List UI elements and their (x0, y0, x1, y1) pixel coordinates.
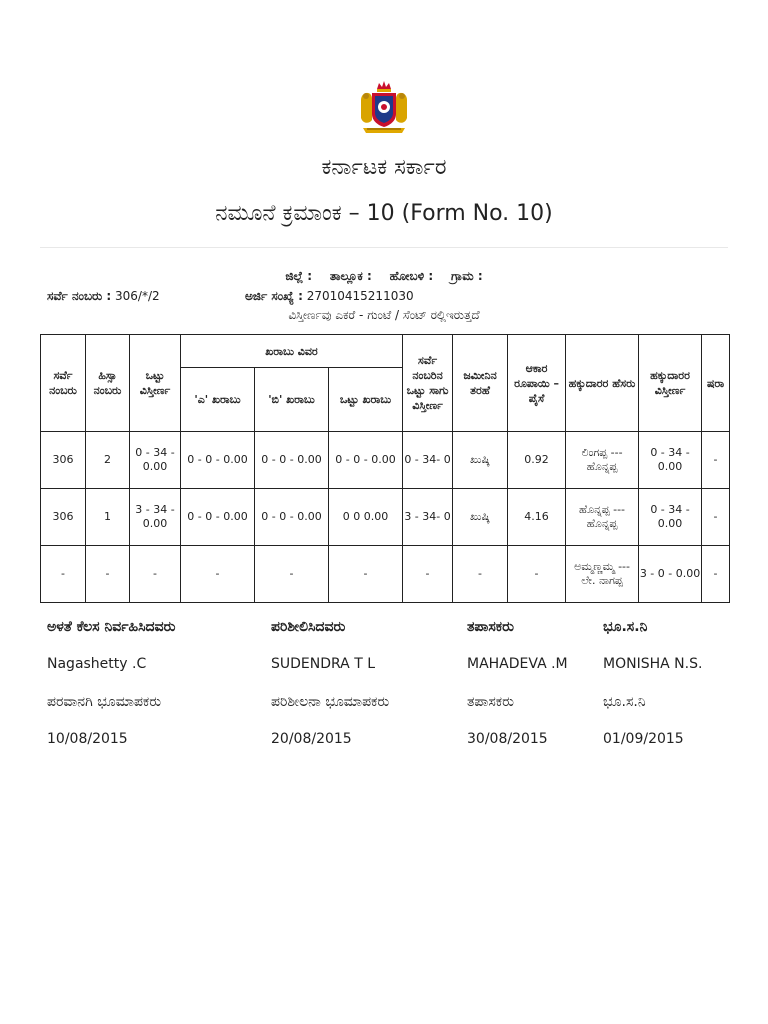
survey-table (40, 334, 730, 603)
cell-cultivable-extent: 3 - 34- 0 (403, 489, 453, 546)
hobli-label: ಹೋಬಳಿ : (389, 269, 434, 283)
cell-kharab-b: - (255, 546, 329, 603)
location-line (0, 268, 768, 284)
unit-note: ವಿಸ್ತೀರ್ಣವು ಎಕರೆ - ಗುಂಟೆ / ಸೆಂಟ್ ರಲ್ಲಿಇರುತ್ತದೆ (288, 308, 480, 322)
adlr-name: MONISHA N.S. (603, 656, 703, 672)
header-survey-no: ಸರ್ವೆ ನಂಬರು (41, 335, 86, 432)
header-kharab-total: ಒಟ್ಟು ಖರಾಬು (329, 368, 403, 432)
survey-number (47, 288, 160, 304)
inspector-designation: ತಪಾಸಕರು (467, 694, 514, 710)
surveyor-date: 10/08/2015 (47, 731, 128, 747)
adlr-date: 01/09/2015 (603, 731, 684, 747)
surveyor-heading: ಅಳತೆ ಕೆಲಸ ನಿರ್ವಹಿಸಿದವರು (47, 619, 176, 635)
cell-remarks: - (702, 489, 730, 546)
header-hissa-no: ಹಿಸ್ಸಾ ನಂಬರು (86, 335, 130, 432)
cell-land-type: ಖುಷ್ಕಿ (453, 432, 508, 489)
cell-total-extent: 0 - 34 - 0.00 (130, 432, 181, 489)
cell-kharab-b: 0 - 0 - 0.00 (255, 489, 329, 546)
header-land-type: ಜಮೀನಿನ ತರಹೆ (453, 335, 508, 432)
header-total-extent: ಒಟ್ಟು ವಿಸ್ತೀರ್ಣ (130, 335, 181, 432)
inspector-heading: ತಪಾಸಕರು (467, 619, 514, 635)
header-assessment: ಆಕಾರ ರೂಪಾಯಿ –ಪೈಸೆ (508, 335, 566, 432)
survey-number-value: 306/*/2 (111, 289, 160, 303)
karnataka-emblem-icon (357, 80, 411, 136)
cell-remarks: - (702, 432, 730, 489)
cell-kharab-a: 0 - 0 - 0.00 (181, 432, 255, 489)
verifier-name: SUDENDRA T L (271, 656, 376, 672)
cell-survey-no: 306 (41, 489, 86, 546)
government-title: ಕರ್ನಾಟಕ ಸರ್ಕಾರ (321, 155, 447, 180)
surveyor-name: Nagashetty .C (47, 656, 147, 672)
cell-kharab-a: 0 - 0 - 0.00 (181, 489, 255, 546)
adlr-designation: ಭೂ.ಸ.ನಿ (603, 694, 646, 710)
district-label: ಜಿಲ್ಲೆ : (285, 269, 313, 283)
cell-assessment: 0.92 (508, 432, 566, 489)
adlr-heading: ಭೂ.ಸ.ನಿ (603, 619, 648, 635)
cell-hissa-no: 2 (86, 432, 130, 489)
header-divider (40, 247, 728, 248)
inspector-name: MAHADEVA .M (467, 656, 568, 672)
survey-number-label: ಸರ್ವೆ ನಂಬರು : (47, 289, 112, 303)
table-row (41, 432, 730, 489)
application-number (245, 288, 414, 304)
form-title: ನಮೂನೆ ಕ್ರಮಾಂಕ – 10 (Form No. 10) (215, 201, 553, 226)
cell-kharab-a: - (181, 546, 255, 603)
header-kharab-a: 'ಎ' ಖರಾಬು (181, 368, 255, 432)
cell-total-extent: 3 - 34 - 0.00 (130, 489, 181, 546)
header-remarks: ಷರಾ (702, 335, 730, 432)
cell-cultivable-extent: 0 - 34- 0 (403, 432, 453, 489)
cell-land-type: - (453, 546, 508, 603)
table-row (41, 546, 730, 603)
header-kharab-b: 'ಬಿ' ಖರಾಬು (255, 368, 329, 432)
table-row (41, 489, 730, 546)
cell-kharab-b: 0 - 0 - 0.00 (255, 432, 329, 489)
cell-assessment: - (508, 546, 566, 603)
verifier-date: 20/08/2015 (271, 731, 352, 747)
verifier-designation: ಪರಿಶೀಲನಾ ಭೂಮಾಪಕರು (271, 694, 390, 710)
cell-assessment: 4.16 (508, 489, 566, 546)
village-label: ಗ್ರಾಮ : (450, 269, 483, 283)
cell-survey-no: 306 (41, 432, 86, 489)
inspector-date: 30/08/2015 (467, 731, 548, 747)
taluk-label: ತಾಲ್ಲೂಕ : (329, 269, 372, 283)
cell-kharab-total: - (329, 546, 403, 603)
cell-cultivable-extent: - (403, 546, 453, 603)
cell-holder-extent: 3 - 0 - 0.00 (639, 546, 702, 603)
cell-kharab-total: 0 - 0 - 0.00 (329, 432, 403, 489)
header-kharab-group: ಖರಾಬು ವಿವರ (181, 335, 403, 368)
cell-survey-no: - (41, 546, 86, 603)
cell-hissa-no: 1 (86, 489, 130, 546)
cell-holder-name: ಅಮ್ಮಣ್ಣಮ್ಮ --- ಲೇ. ನಾಗಪ್ಪ (566, 546, 639, 603)
header-holder-name: ಹಕ್ಕುದಾರರ ಹೆಸರು (566, 335, 639, 432)
application-number-value: 27010415211030 (302, 289, 414, 303)
cell-holder-extent: 0 - 34 - 0.00 (639, 489, 702, 546)
header-cultivable-extent: ಸರ್ವೆ ನಂಬರಿನ ಒಟ್ಟು ಸಾಗು ವಿಸ್ತೀರ್ಣ (403, 335, 453, 432)
header-holder-extent: ಹಕ್ಕುದಾರರ ವಿಸ್ತೀರ್ಣ (639, 335, 702, 432)
cell-kharab-total: 0 0 0.00 (329, 489, 403, 546)
cell-land-type: ಖುಷ್ಕಿ (453, 489, 508, 546)
cell-total-extent: - (130, 546, 181, 603)
application-number-label: ಅರ್ಜಿ ಸಂಖ್ಯೆ : (245, 289, 303, 303)
cell-hissa-no: - (86, 546, 130, 603)
surveyor-designation: ಪರವಾನಗಿ ಭೂಮಾಪಕರು (47, 694, 162, 710)
cell-holder-name: ಹೊನ್ನಪ್ಪ --- ಹೊನ್ನಪ್ಪ (566, 489, 639, 546)
cell-holder-name: ಲಿಂಗಪ್ಪ --- ಹೊನ್ನಪ್ಪ (566, 432, 639, 489)
verifier-heading: ಪರಿಶೀಲಿಸಿದವರು (271, 619, 346, 635)
cell-holder-extent: 0 - 34 - 0.00 (639, 432, 702, 489)
cell-remarks: - (702, 546, 730, 603)
